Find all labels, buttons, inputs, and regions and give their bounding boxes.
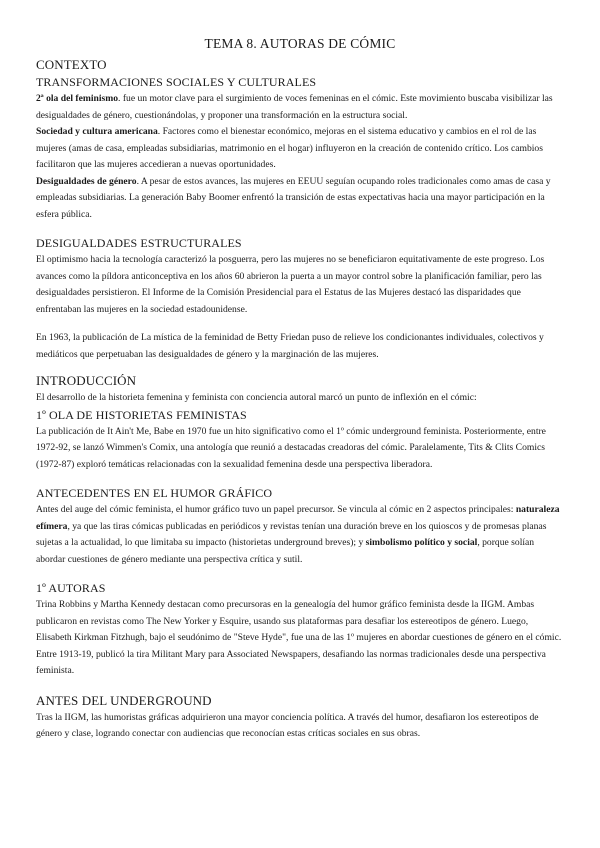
bold-term: 2ª ola del feminismo xyxy=(36,93,119,104)
paragraph-text: . A pesar de estos avances, las mujeres en EEUU seguían ocupando roles tradicionales como amas de casa y empleadas subsidiarias. La generación Baby Boomer enfrentó la transición de estas expectativas hacia una mayor participación en la esfera pública. xyxy=(36,175,551,220)
paragraph-optimismo: El optimismo hacia la tecnología caracterizó la posguerra, pero las mujeres no se beneficiaron equitativamente de este progreso. Los avances como la píldora anticonceptiva en los años 60 abrieron la puerta a un mayor control sobre la planificación familiar, pero las desigualdades persistieron. El Informe de la Comisión Presidencial para el Estatus de las Mujeres destacó las disparidades que enfrentaban las mujeres en la sociedad estadounidense. xyxy=(36,254,545,315)
section-heading-introduccion: INTRODUCCIÓN xyxy=(36,373,137,388)
paragraph-text: , ya que las tiras cómicas publicadas en periódicos y revistas tenían una duración breve en los quioscos y de promesas planas sujetas a la actualidad, lo que limitaba su impacto (historietas underground breves); y xyxy=(36,520,547,548)
paragraph-sociedad xyxy=(36,124,564,174)
section-heading-autoras: 1º AUTORAS xyxy=(36,581,106,595)
paragraph-text: . Factores como el bienestar económico, mejoras en el sistema educativo y cambios en el rol de las mujeres (amas de casa, empleadas subsidiarias, matrimonio en el hogar) influyeron en la creación de contenido crítico. Los cambios facilitaron que las mujeres accedieran a nuevas oportunidades. xyxy=(36,126,543,170)
paragraph-desarrollo: El desarrollo de la historieta femenina y feminista con conciencia autoral marcó un punto de inflexión en el cómic: xyxy=(36,392,477,403)
paragraph-feminismo xyxy=(36,91,564,124)
subheading-transformaciones: TRANSFORMACIONES SOCIALES Y CULTURALES xyxy=(36,75,317,89)
subheading-primera-ola: 1º OLA DE HISTORIETAS FEMINISTAS xyxy=(36,407,247,422)
paragraph-text: Antes del auge del cómic feminista, el humor gráfico tuvo un papel precursor. Se vincula al cómic en 2 aspectos principales: xyxy=(36,504,516,515)
page-title: TEMA 8. AUTORAS DE CÓMIC xyxy=(204,36,396,51)
bold-term: Sociedad y cultura americana xyxy=(36,126,158,137)
paragraph-text: . fue un motor clave para el surgimiento de voces femeninas en el cómic. Este movimiento buscaba visibilizar las desigualdades de género, cuestionándolas, y proponer una transformación en la estructura social. xyxy=(36,93,553,121)
bold-term: simbolismo político y social xyxy=(365,537,478,548)
section-heading-underground: ANTES DEL UNDERGROUND xyxy=(36,692,212,708)
section-heading-contexto: CONTEXTO xyxy=(36,57,107,72)
paragraph-publicacion: La publicación de It Ain't Me, Babe en 1970 fue un hito significativo como el 1º cómic underground feminista. Posteriormente, entre 1972-92, se lanzó Wimmen's Comix, una antología que reunió a destacadas creadoras del cómic. Paralelamente, Tits & Clits Comics (1972-87) exploró temáticas relacionadas con la sexualidad femenina desde una perspectiva liberadora. xyxy=(36,425,546,470)
paragraph-text: , porque solían abordar cuestiones de género mediante una perspectiva crítica y sutil. xyxy=(36,537,535,565)
section-heading-desigualdades: DESIGUALDADES ESTRUCTURALES xyxy=(36,236,242,250)
section-heading-antecedentes: ANTECEDENTES EN EL HUMOR GRÁFICO xyxy=(36,486,273,500)
paragraph-desigualdades-genero xyxy=(36,174,564,224)
bold-term: naturaleza efímera xyxy=(36,504,560,532)
paragraph-autoras: Trina Robbins y Martha Kennedy destacan como precursoras en la genealogía del humor gráfico feminista desde la IIGM. Ambas publicaron en revistas como The New Yorker y Esquire, usando sus plataformas para desafiar los estereotipos de género. Luego, Elisabeth Kirkman Fitzhugh, bajo el seudónimo de "Steve Hyde", fue una de las 1º mujeres en abordar cuestiones de género en el cómic. Entre 1913-19, publicó la tira Militant Mary para Associated Newspapers, desafiando las normas tradicionales desde una perspectiva feminista. xyxy=(36,599,562,676)
paragraph-humor-grafico xyxy=(36,502,564,568)
bold-term: Desigualdades de género xyxy=(36,175,137,187)
paragraph-mistica: En 1963, la publicación de La mística de la feminidad de Betty Friedan puso de relieve los condicionantes individuales, colectivos y mediáticos que perpetuaban las desigualdades de género y la marginación de las mujeres. xyxy=(36,332,544,360)
paragraph-underground: Tras la IIGM, las humoristas gráficas adquirieron una mayor conciencia política. A través del humor, desafiaron los estereotipos de género y clase, logrando conectar con audiencias que reconocían estas críticas sociales en sus obras. xyxy=(36,711,539,739)
